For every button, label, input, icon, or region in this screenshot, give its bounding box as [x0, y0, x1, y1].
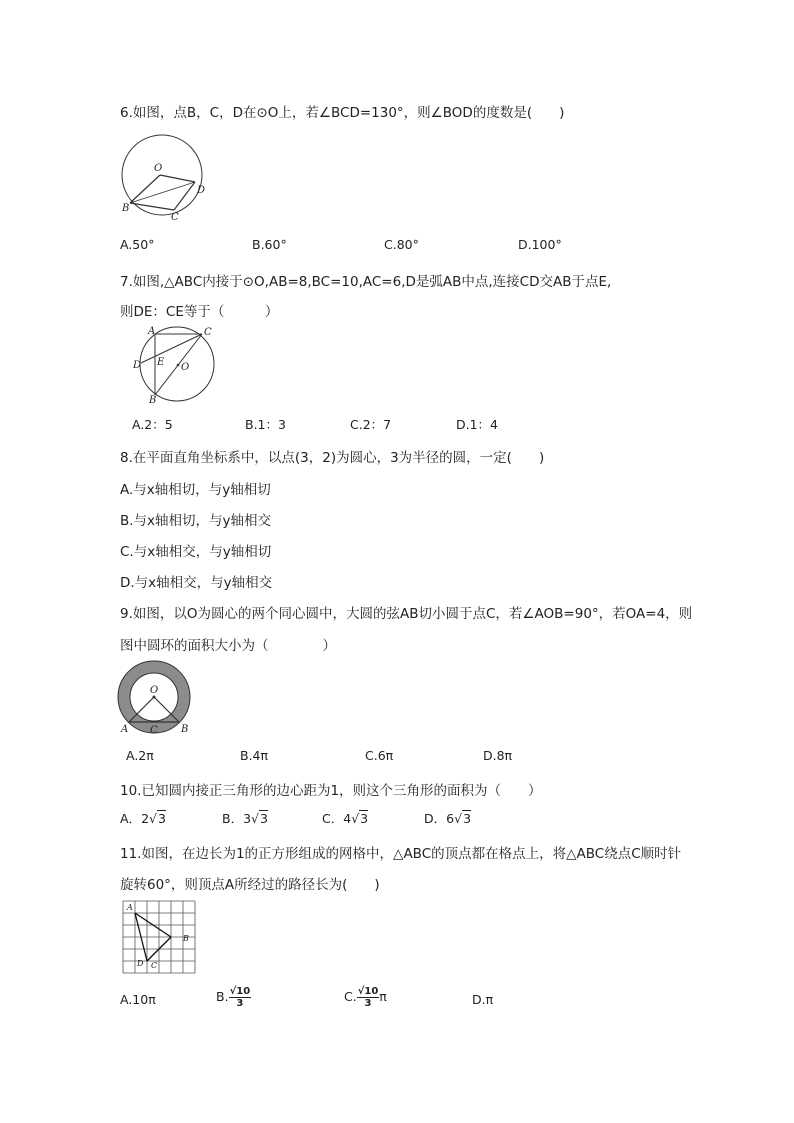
- q9-figure: [114, 660, 198, 738]
- q11-grid-figure: [120, 898, 198, 974]
- q6-label-d: D: [197, 185, 206, 196]
- q8-option-a[interactable]: A.与x轴相切，与y轴相切: [120, 482, 271, 498]
- q9-option-b[interactable]: B.4π: [240, 748, 269, 763]
- q11-label-b: B: [183, 934, 189, 943]
- q9-text-line1: 9.如图，以O为圆心的两个同心圆中，大圆的弦AB切小圆于点C，若∠AOB=90°，若OA=4，则: [120, 606, 693, 622]
- q11-label-d: D: [137, 959, 144, 968]
- q11-option-c-fraction: $\frac{√10}{3}$: [357, 986, 379, 1009]
- q9-option-d[interactable]: D.8π: [483, 748, 513, 763]
- q10-option-c-rad: 3: [360, 811, 369, 826]
- q9-label-b: B: [181, 724, 189, 735]
- q7-option-a[interactable]: A.2：5: [132, 417, 173, 432]
- q10-option-d-label: D．: [424, 811, 447, 826]
- q7-label-e: E: [157, 357, 165, 368]
- q6-option-a[interactable]: A.50°: [120, 237, 155, 252]
- q7-figure: [130, 323, 220, 405]
- q9-option-a[interactable]: A.2π: [126, 748, 154, 763]
- q8-text: 8.在平面直角坐标系中，以点(3，2)为圆心，3为半径的圆，一定( ): [120, 450, 545, 466]
- q11-option-c[interactable]: [344, 986, 387, 1009]
- q6-label-b: B: [122, 203, 130, 214]
- q6-option-c[interactable]: C.80°: [384, 237, 419, 252]
- q11-text-line2: 旋转60°，则顶点A所经过的路径长为( ): [120, 877, 380, 893]
- q10-option-b-coef: 3: [243, 811, 252, 826]
- q10-option-d[interactable]: D．6√3: [424, 811, 472, 826]
- q11-option-b-fraction: $\frac{√10}{3}$: [229, 986, 251, 1009]
- q11-label-c: C: [151, 961, 158, 970]
- q11-option-c-label: C.: [344, 989, 357, 1004]
- q9-option-c[interactable]: C.6π: [365, 748, 394, 763]
- q7-option-d[interactable]: D.1：4: [456, 417, 499, 432]
- q11-option-c-pi: π: [379, 989, 387, 1004]
- q10-option-c-label: C．: [322, 811, 344, 826]
- q11-option-b-label: B.: [216, 989, 229, 1004]
- q11-option-d[interactable]: D.π: [472, 992, 494, 1007]
- q7-text-line1: 7.如图,△ABC内接于⊙O,AB=8,BC=10,AC=6,D是弧AB中点,连接CD交AB于点E,: [120, 274, 612, 290]
- q9-label-c: C: [150, 725, 158, 736]
- q8-option-d[interactable]: D.与x轴相交，与y轴相交: [120, 575, 273, 591]
- q10-option-b-label: B．: [222, 811, 244, 826]
- q10-option-d-rad: 3: [463, 811, 472, 826]
- q11-option-b[interactable]: [216, 986, 251, 1009]
- q7-label-d: D: [133, 360, 142, 371]
- q10-option-d-coef: 6: [446, 811, 455, 826]
- q7-option-b[interactable]: B.1：3: [245, 417, 286, 432]
- q9-label-o: O: [150, 685, 159, 696]
- q10-option-c-coef: 4: [343, 811, 352, 826]
- q8-option-b[interactable]: B.与x轴相切，与y轴相交: [120, 513, 272, 529]
- q10-text: 10.已知圆内接正三角形的边心距为1，则这个三角形的面积为（ ）: [120, 783, 542, 799]
- q7-label-o: O: [181, 362, 190, 373]
- q10-option-a-label: A．: [120, 811, 142, 826]
- q11-text-line1: 11.如图，在边长为1的正方形组成的网格中，△ABC的顶点都在格点上，将△ABC绕点C顺时针: [120, 846, 682, 862]
- q7-text-line2: 则DE：CE等于（ ）: [120, 304, 279, 320]
- q6-option-d[interactable]: D.100°: [518, 237, 562, 252]
- q11-label-a: A: [127, 903, 133, 912]
- q6-label-o: O: [154, 163, 163, 174]
- q7-label-a: A: [148, 326, 156, 337]
- q9-text-line2: 图中圆环的面积大小为（ ）: [120, 638, 336, 654]
- q10-option-b[interactable]: B．3√3: [222, 811, 268, 826]
- q9-label-a: A: [121, 724, 129, 735]
- q6-text: 6.如图，点B，C，D在⊙O上，若∠BCD=130°，则∠BOD的度数是( ): [120, 105, 565, 121]
- q10-option-a-coef: 2: [141, 811, 150, 826]
- q7-label-c: C: [204, 327, 212, 338]
- q10-option-a-rad: 3: [157, 811, 166, 826]
- q8-option-c[interactable]: C.与x轴相交，与y轴相切: [120, 544, 272, 560]
- q6-label-c: C: [171, 212, 179, 223]
- q10-option-c[interactable]: C．4√3: [322, 811, 369, 826]
- q6-figure: [112, 130, 217, 225]
- q7-option-c[interactable]: C.2：7: [350, 417, 392, 432]
- q10-option-a[interactable]: A．2√3: [120, 811, 166, 826]
- q6-option-b[interactable]: B.60°: [252, 237, 287, 252]
- q11-option-a[interactable]: A.10π: [120, 992, 156, 1007]
- q10-option-b-rad: 3: [260, 811, 268, 826]
- q7-label-b: B: [149, 395, 157, 405]
